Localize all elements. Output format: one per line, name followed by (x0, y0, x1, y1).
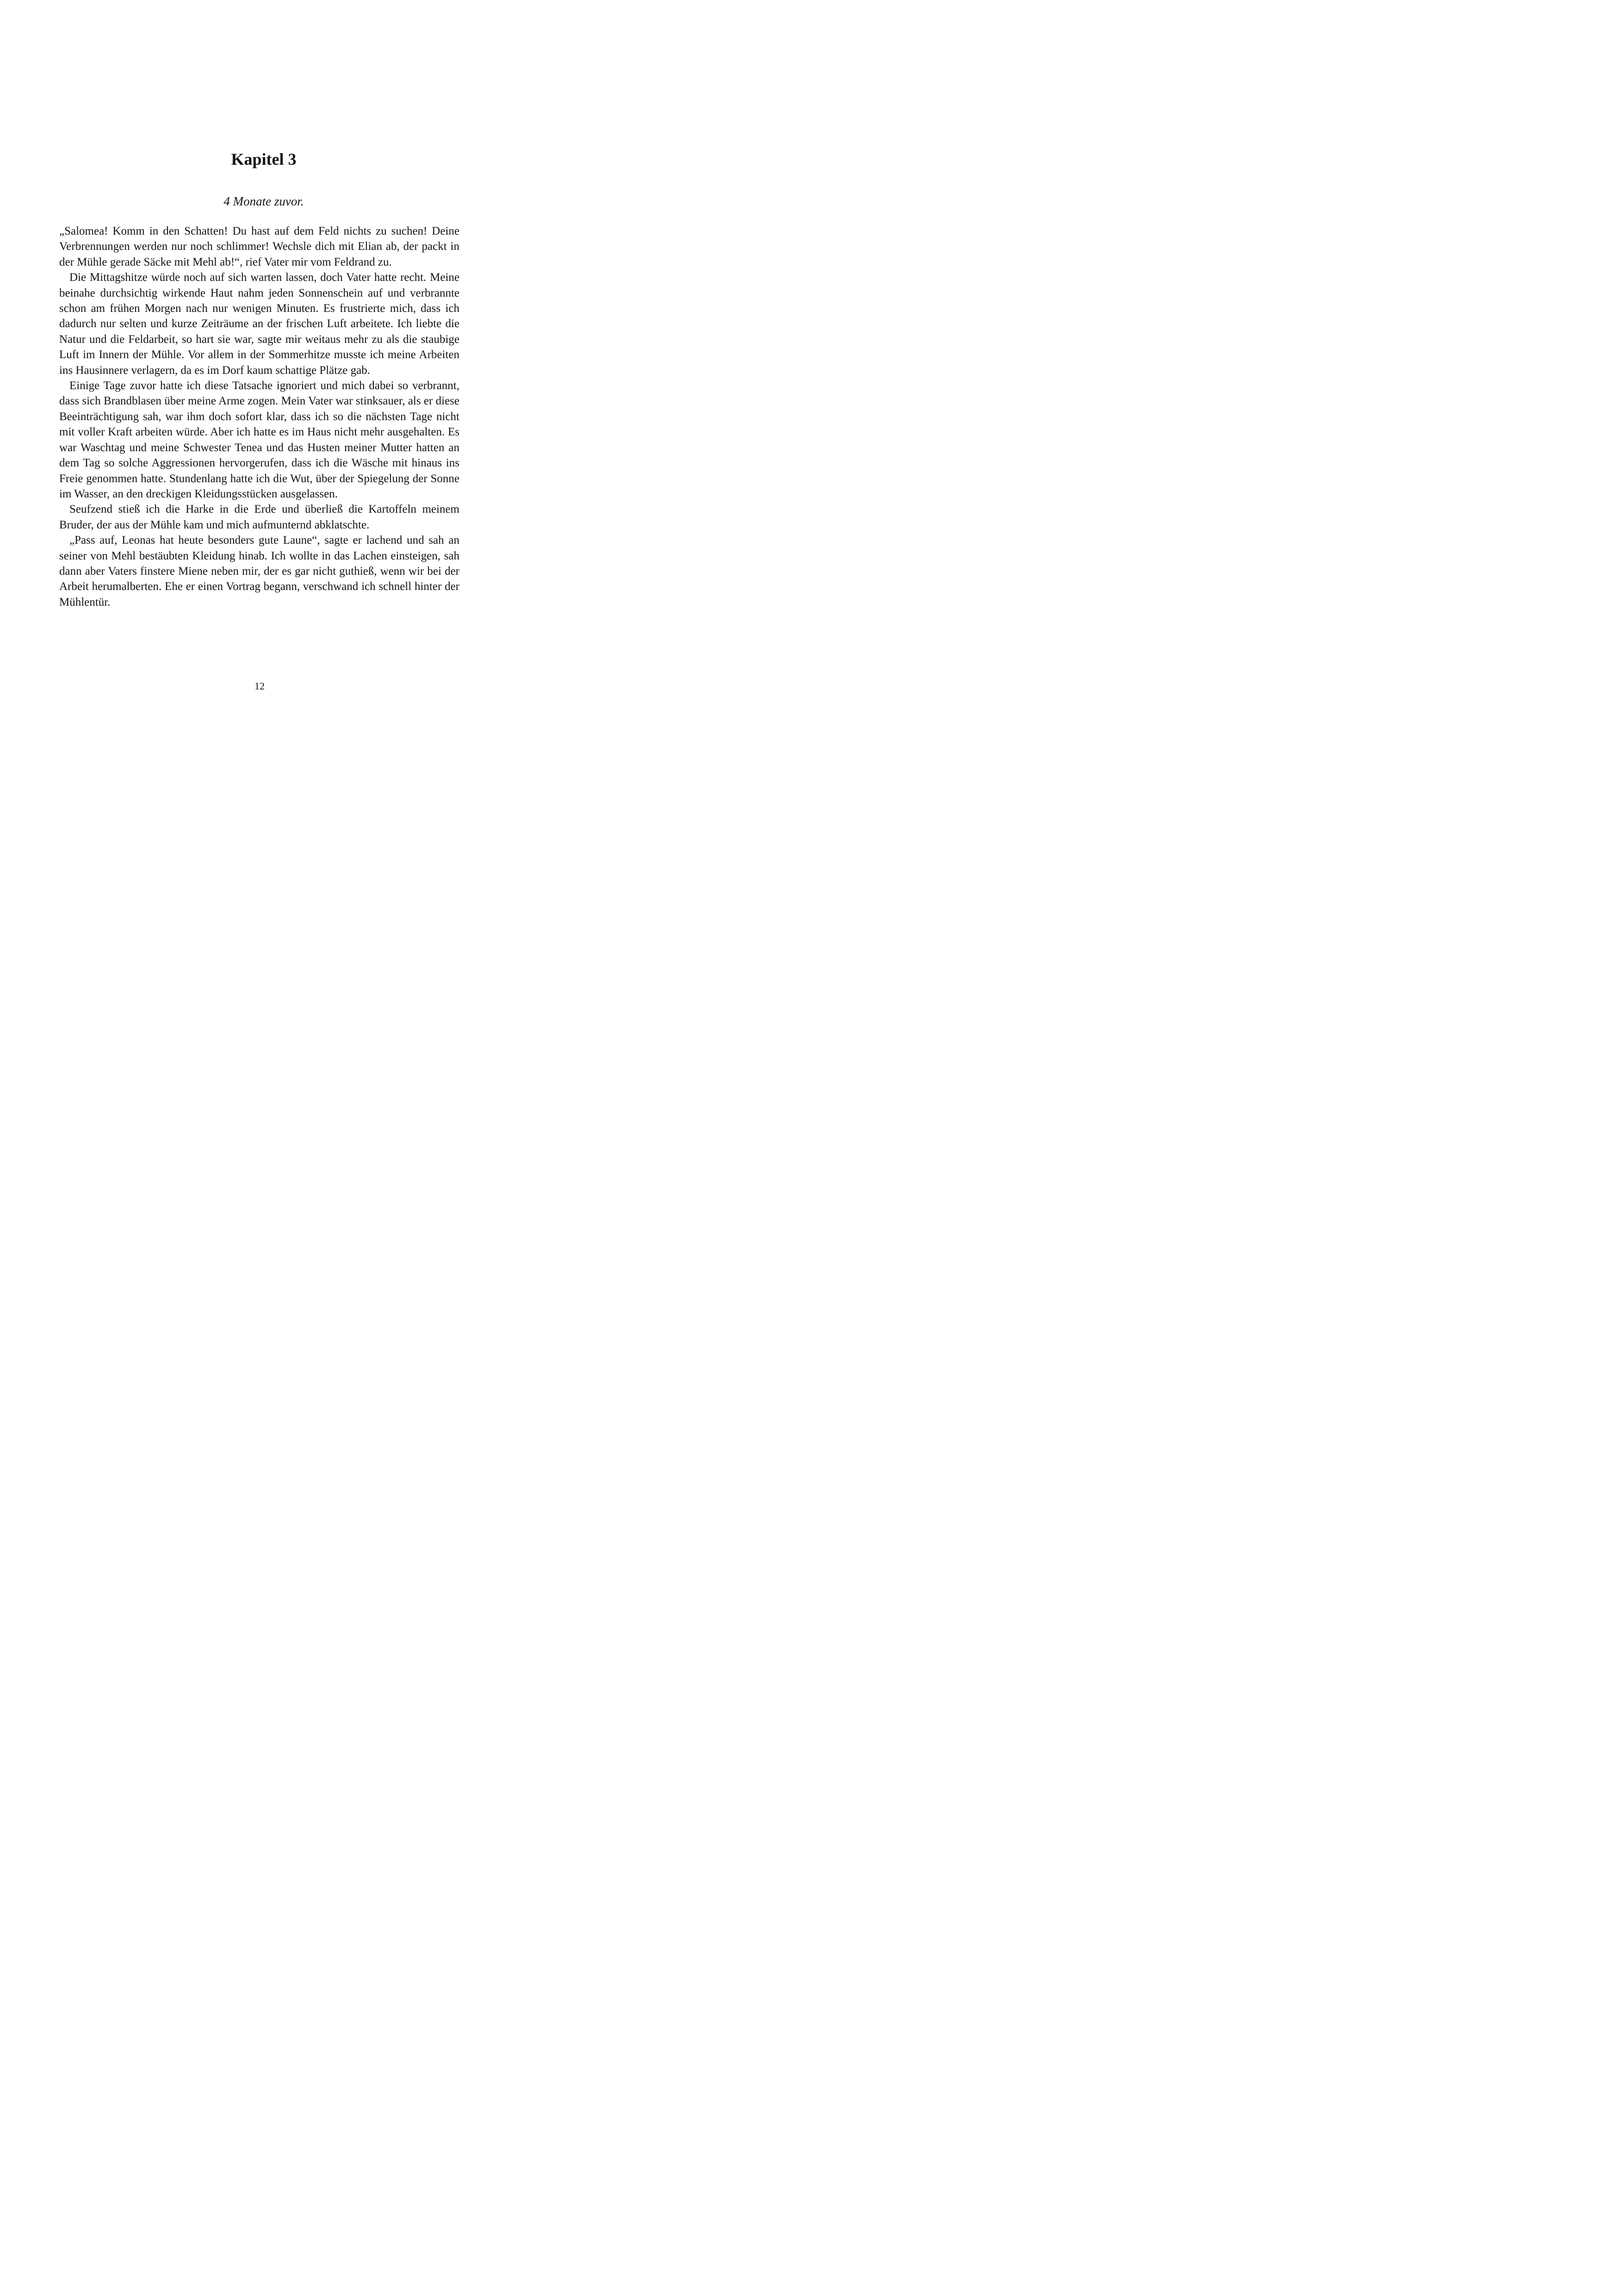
book-page (0, 0, 509, 722)
chapter-subtitle: 4 Monate zuvor. (223, 194, 304, 208)
chapter-title: Kapitel 3 (231, 150, 297, 168)
paragraph: Einige Tage zuvor hatte ich diese Tatsache ignoriert und mich dabei so verbrannt, dass sich Brandblasen über meine Arme zogen. Mein Vater war stinksauer, als er diese Beeinträchtigung sah, war ihm doch sofort klar, dass ich so die nächsten Tage nicht mit voller Kraft arbeiten würde. Aber ich hatte es im Haus nicht mehr ausgehalten. Es war Waschtag und meine Schwester Tenea und das Husten meiner Mutter hatten an dem Tag so solche Aggressionen hervorgerufen, dass ich die Wäsche mit hinaus ins Freie genommen hatte. Stundenlang hatte ich die Wut, über der Spiegelung der Sonne im Wasser, an den dreckigen Kleidungsstücken ausgelassen. (59, 379, 459, 500)
paragraph: „Salomea! Komm in den Schatten! Du hast auf dem Feld nichts zu suchen! Deine Verbrennungen werden nur noch schlimmer! Wechsle dich mit Elian ab, der packt in der Mühle gerade Säcke mit Mehl ab!“, rief Vater mir vom Feldrand zu. (59, 225, 459, 268)
paragraph: Die Mittagshitze würde noch auf sich warten lassen, doch Vater hatte recht. Meine beinahe durchsichtig wirkende Haut nahm jeden Sonnenschein auf und verbrannte schon am frühen Morgen nach nur wenigen Minuten. Es frustrierte mich, dass ich dadurch nur selten und kurze Zeiträume an der frischen Luft arbeitete. Ich liebte die Natur und die Feldarbeit, so hart sie war, sagte mir weitaus mehr zu als die staubige Luft im Innern der Mühle. Vor allem in der Sommerhitze musste ich meine Arbeiten ins Hausinnere verlagern, da es im Dorf kaum schattige Plätze gab. (59, 271, 459, 377)
paragraph: „Pass auf, Leonas hat heute besonders gute Laune“, sagte er lachend und sah an seiner von Mehl bestäubten Kleidung hinab. Ich wollte in das Lachen einsteigen, sah dann aber Vaters finstere Miene neben mir, der es gar nicht guthieß, wenn wir bei der Arbeit herumalberten. Ehe er einen Vortrag begann, verschwand ich schnell hinter der Mühlentür. (59, 534, 459, 608)
body-text (59, 223, 459, 610)
paragraph: Seufzend stieß ich die Harke in die Erde und überließ die Kartoffeln meinem Bruder, der aus der Mühle kam und mich aufmunternd abklatschte. (59, 503, 459, 531)
page-number: 12 (254, 680, 265, 692)
